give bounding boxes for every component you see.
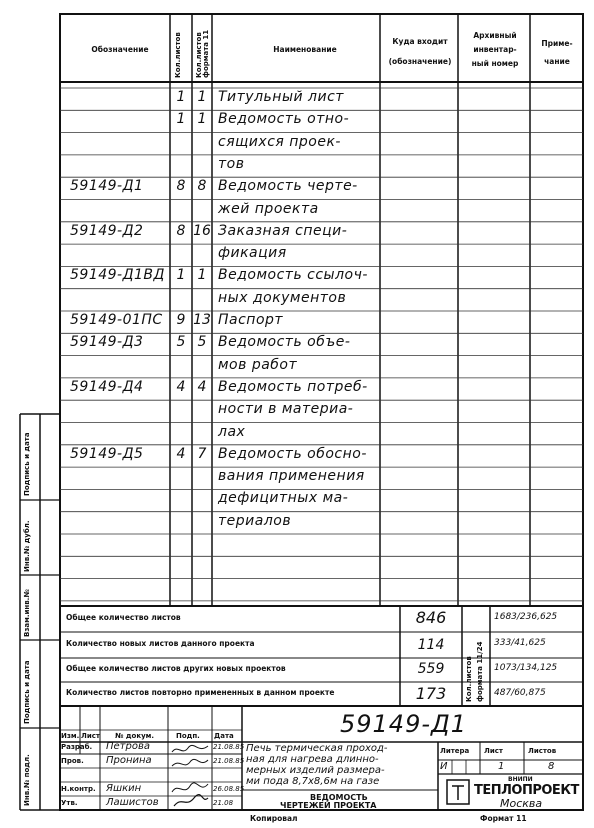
doc-title-1: ВЕДОМОСТЬ [310, 793, 368, 802]
row-sheets: 5 [176, 334, 186, 351]
row-code: 59149-Д5 [70, 445, 144, 462]
row-code: 59149-01ПС [70, 312, 163, 328]
stamp-prov-name: Пронина [106, 755, 152, 766]
row-sheets: 4 [176, 445, 186, 462]
project-title-3: мерных изделий размера- [246, 765, 385, 776]
summary-format-4: 487/60,875 [494, 688, 546, 698]
row-name-line: Ведомость обосно- [218, 445, 367, 462]
side-vzam-inv: Взам.инв.№ [23, 589, 31, 637]
row-code: 59149-Д4 [70, 378, 144, 395]
project-title-1: Печь термическая проход- [246, 743, 388, 754]
stamp-nkontr-date: 26.08.85 [213, 785, 245, 793]
col-where-header: Куда входит [392, 37, 448, 46]
col-format11-header: Кол.листов формата 11 [195, 29, 210, 78]
row-name-line: Заказная специ- [218, 222, 348, 239]
stamp-izm: Изм. [61, 732, 80, 740]
row-name-line: Паспорт [218, 312, 284, 328]
row-sheets: 8 [176, 178, 186, 195]
row-format11: 7 [197, 445, 207, 462]
summary-col-head-2: формата 11/24 [476, 641, 484, 702]
row-sheets: 1 [176, 89, 186, 105]
org-small: ВНИПИ [508, 776, 533, 783]
row-name-line: фикация [218, 245, 287, 262]
col-designation-header: Обозначение [91, 45, 149, 54]
row-name-line: жей проекта [218, 200, 319, 217]
row-format11: 5 [197, 334, 207, 351]
row-format11: 4 [197, 378, 207, 395]
stamp-sheet-label: Лист [484, 747, 503, 755]
project-title-4: ми пода 8,7х8,6м на газе [246, 776, 380, 787]
summary-format-2: 333/41,625 [494, 638, 546, 648]
row-format11: 1 [197, 111, 207, 128]
stamp-nkontr-name: Яшкин [106, 783, 142, 794]
row-format11: 13 [193, 312, 211, 328]
row-code: 59149-Д2 [70, 222, 144, 239]
row-name-line: мов работ [218, 356, 298, 373]
row-name-line: тов [218, 155, 245, 172]
total-sheets-label: Общее количество листов [66, 613, 181, 622]
row-name-line: Ведомость потреб- [218, 378, 368, 395]
col-note-1: Приме- [541, 39, 573, 48]
side-inv-dubl: Инв.№ дубл. [23, 520, 31, 572]
document-code: 59149-Д1 [340, 710, 468, 738]
row-name-line: ности в материа- [218, 401, 354, 418]
stamp-razrab-name: Петрова [106, 741, 150, 752]
row-name-line: вания применения [218, 468, 365, 485]
stamp-sign: Подп. [176, 732, 200, 740]
col-archive-2: инвентар- [473, 45, 517, 54]
stamp-utv-date: 21.08 [213, 799, 234, 807]
col-sheets-header: Кол.листов [174, 32, 182, 78]
col-note-2: чание [544, 57, 570, 66]
stamp-sheets-value: 8 [548, 761, 555, 772]
stamp-razrab-label: Разраб. [61, 743, 93, 751]
stamp-date: Дата [214, 732, 234, 740]
row-sheets: 4 [176, 378, 186, 395]
row-name-line: дефицитных ма- [218, 490, 349, 507]
row-name-line: лах [218, 423, 246, 440]
row-name-line: Титульный лист [218, 89, 344, 105]
row-name-line: сящихся проек- [218, 133, 341, 150]
row-sheets: 8 [176, 222, 186, 239]
side-inv-podl: Инв.№ подл. [23, 754, 31, 806]
stamp-litera-value: И [440, 761, 448, 772]
row-sheets: 1 [176, 267, 186, 284]
row-name-line: Ведомость черте- [218, 178, 358, 195]
row-format11: 1 [197, 267, 207, 284]
stamp-list: Лист [81, 732, 100, 740]
org-city: Москва [500, 797, 543, 810]
side-sign-date-1: Подпись и дата [23, 432, 31, 496]
footer-copied: Копировал [250, 814, 298, 823]
new-sheets-label: Количество новых листов данного проекта [66, 639, 255, 648]
stamp-nkontr-label: Н.контр. [61, 785, 96, 793]
footer-format: Формат 11 [480, 814, 527, 823]
reused-sheets-value: 173 [415, 684, 447, 703]
stamp-sheets-label: Листов [528, 747, 557, 755]
stamp-litera-label: Литера [440, 747, 470, 755]
row-name-line: Ведомость отно- [218, 111, 350, 128]
stamp-doc-no: № докум. [115, 732, 155, 740]
stamp-sheet-value: 1 [498, 761, 505, 772]
row-name-line: Ведомость ссылоч- [218, 267, 368, 284]
summary-format-3: 1073/134,125 [494, 663, 558, 673]
row-sheets: 9 [176, 312, 186, 328]
row-format11: 16 [193, 222, 211, 239]
project-title-2: ная для нагрева длинно- [246, 754, 379, 765]
stamp-prov-date: 21.08.85 [213, 757, 245, 765]
row-format11: 1 [197, 89, 207, 105]
doc-title-2: ЧЕРТЕЖЕЙ ПРОЕКТА [280, 801, 377, 810]
other-sheets-label: Общее количество листов других новых проектов [66, 664, 286, 673]
col-where-sub: (обозначение) [388, 57, 452, 66]
reused-sheets-label: Количество листов повторно примененных в данном проекте [66, 688, 335, 697]
row-format11: 8 [197, 178, 207, 195]
summary-format-1: 1683/236,625 [494, 612, 558, 622]
row-code: 59149-Д3 [70, 334, 144, 351]
row-code: 59149-Д1 [70, 178, 144, 195]
row-name-line: ных документов [218, 289, 347, 306]
stamp-utv-name: Лашистов [106, 797, 159, 808]
side-sign-date-2: Подпись и дата [23, 660, 31, 724]
stamp-prov-label: Пров. [61, 757, 84, 765]
stamp-razrab-date: 21.08.85 [213, 743, 245, 751]
col-name-header: Наименование [273, 45, 337, 54]
stamp-utv-label: Утв. [61, 799, 78, 807]
row-sheets: 1 [176, 111, 186, 128]
row-name-line: Ведомость объе- [218, 334, 351, 351]
col-archive-3: ный номер [471, 59, 519, 68]
org-name: ТЕПЛОПРОЕКТ [474, 783, 579, 798]
other-sheets-value: 559 [417, 661, 445, 677]
new-sheets-value: 114 [417, 637, 445, 653]
summary-col-head-1: Кол.листов [465, 656, 473, 702]
signatures [168, 742, 212, 810]
col-archive-1: Архивный [473, 31, 517, 40]
total-sheets-value: 846 [415, 608, 447, 627]
row-name-line: териалов [218, 512, 292, 529]
row-code: 59149-Д1ВД [70, 267, 165, 284]
